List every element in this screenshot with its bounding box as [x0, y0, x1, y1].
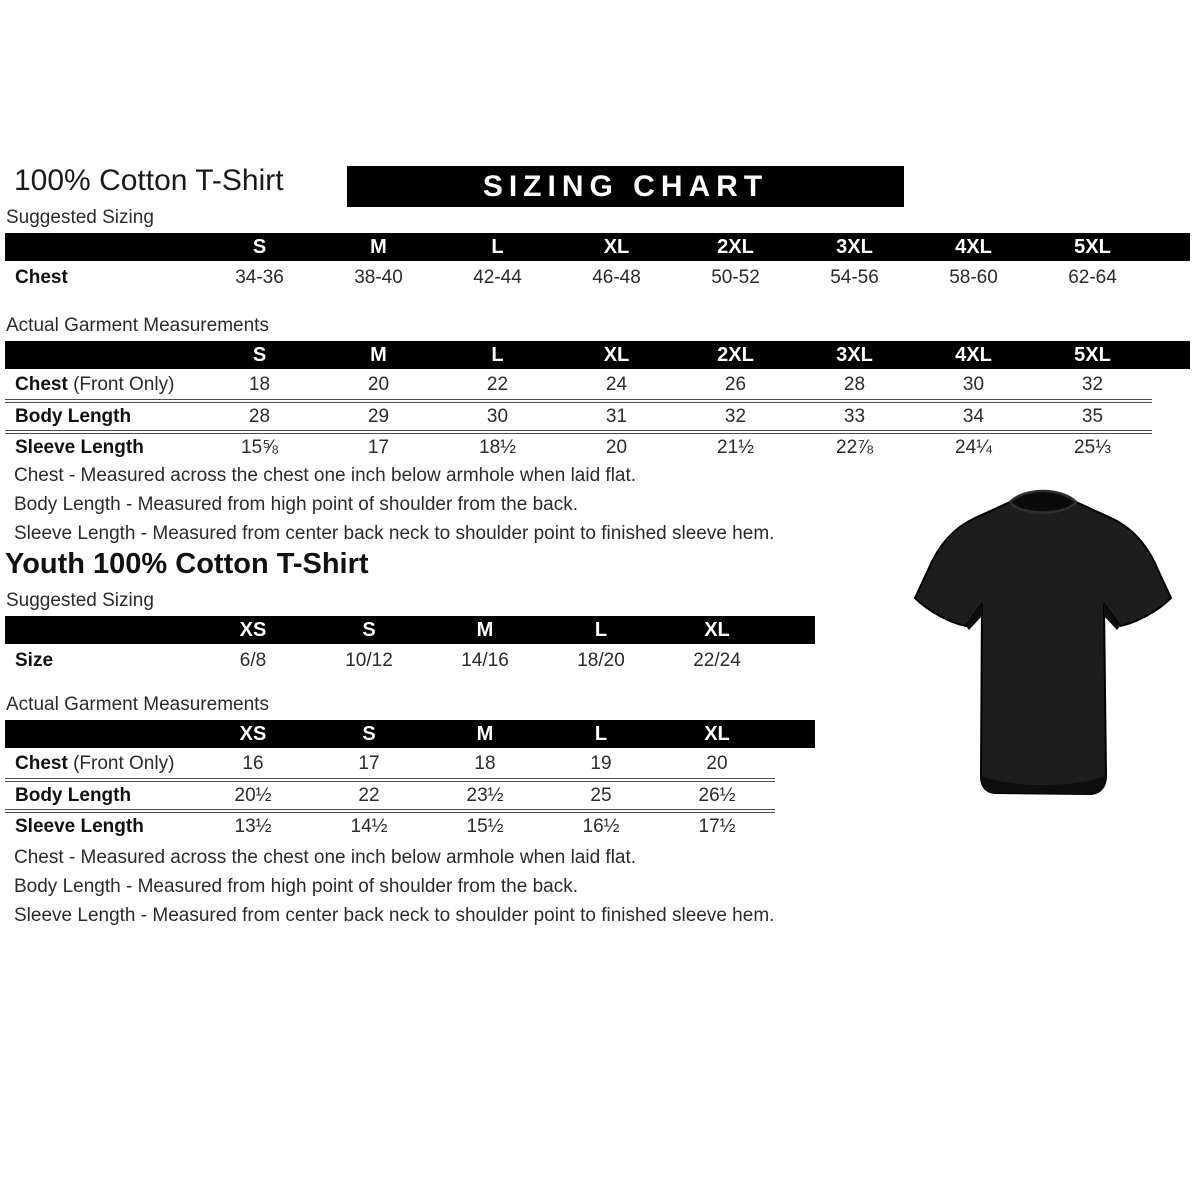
measurement-value: 22: [311, 781, 427, 810]
row-label: Chest (Front Only): [5, 750, 195, 779]
measurement-value: 42-44: [473, 266, 522, 288]
size-column-header: 4XL: [914, 341, 1033, 369]
row-label: Chest (Front Only): [5, 371, 200, 400]
measurement-value: 20: [319, 371, 438, 400]
measurement-note: Chest - Measured across the chest one inch below armhole when laid flat.: [14, 847, 637, 868]
table-row: [5, 646, 815, 675]
size-column-header: L: [438, 341, 557, 369]
measurement-value: 16: [195, 750, 311, 779]
size-column-header: XS: [195, 616, 311, 644]
measurement-value: 24: [557, 371, 676, 400]
table-row: [5, 263, 1190, 292]
size-column-header: XL: [557, 341, 676, 369]
table-row: [5, 750, 815, 779]
page-title: 100% Cotton T-Shirt: [14, 164, 284, 197]
measurement-value: 33: [795, 402, 914, 431]
measurement-value: 18: [200, 371, 319, 400]
measurement-note: Sleeve Length - Measured from center back neck to shoulder point to finished sleeve hem.: [14, 523, 775, 544]
measurement-value: 38-40: [354, 266, 403, 288]
adult-measurement-notes: [14, 461, 774, 548]
size-table-pad: [775, 616, 815, 644]
measurement-value: 16½: [543, 812, 659, 841]
measurement-value: 23½: [427, 781, 543, 810]
measurement-value: 22: [438, 371, 557, 400]
size-table-corner: [5, 720, 195, 748]
measurement-note: Body Length - Measured from high point of shoulder from the back.: [14, 494, 578, 515]
measurement-value: 20: [557, 433, 676, 462]
measurement-note: Chest - Measured across the chest one inch below armhole when laid flat.: [14, 465, 637, 486]
size-column-header: 5XL: [1033, 341, 1152, 369]
measurement-value: 22⅞: [795, 433, 914, 462]
black-tshirt-image: [893, 476, 1193, 808]
measurement-value: 13½: [195, 812, 311, 841]
measurement-value: 50-52: [711, 266, 760, 288]
measurement-value: 6/8: [239, 649, 267, 671]
youth-suggested-sizing-table: [5, 614, 815, 677]
measurement-value: 25⅓: [1033, 433, 1152, 462]
size-column-header: XL: [659, 616, 775, 644]
size-column-header: L: [543, 616, 659, 644]
measurement-value: 25: [543, 781, 659, 810]
measurement-value: 30: [438, 402, 557, 431]
row-pad: [1152, 263, 1190, 292]
measurement-value: 10/12: [345, 649, 393, 671]
row-label: Size: [15, 649, 54, 671]
measurement-value: 62-64: [1068, 266, 1117, 288]
row-label: Chest: [15, 266, 68, 288]
row-label: Sleeve Length: [5, 812, 195, 841]
measurement-value: 28: [795, 371, 914, 400]
row-label: Body Length: [5, 402, 200, 431]
table-row: [5, 781, 815, 810]
size-column-header: XL: [557, 233, 676, 261]
adult-suggested-sizing-label: Suggested Sizing: [6, 207, 154, 228]
row-pad: [1152, 402, 1190, 431]
adult-actual-measurements-table: [5, 339, 1190, 464]
size-column-header: XL: [659, 720, 775, 748]
measurement-value: 30: [914, 371, 1033, 400]
measurement-value: 22/24: [693, 649, 741, 671]
measurement-value: 19: [543, 750, 659, 779]
measurement-value: 29: [319, 402, 438, 431]
size-column-header: 2XL: [676, 341, 795, 369]
size-column-header: M: [319, 233, 438, 261]
youth-page-title: Youth 100% Cotton T-Shirt: [5, 548, 369, 580]
measurement-value: 26½: [659, 781, 775, 810]
size-table-pad: [1152, 233, 1190, 261]
adult-actual-measurements-label: Actual Garment Measurements: [6, 315, 269, 336]
size-column-header: 5XL: [1033, 233, 1152, 261]
measurement-value: 17: [311, 750, 427, 779]
measurement-value: 18½: [438, 433, 557, 462]
row-pad: [775, 646, 815, 675]
youth-suggested-sizing-label: Suggested Sizing: [6, 590, 154, 611]
row-label: Body Length: [5, 781, 195, 810]
measurement-value: 46-48: [592, 266, 641, 288]
size-table-corner: [5, 341, 200, 369]
youth-actual-measurements-label: Actual Garment Measurements: [6, 694, 269, 715]
size-column-header: 3XL: [795, 341, 914, 369]
table-row: [5, 812, 815, 841]
size-table-pad: [1152, 341, 1190, 369]
measurement-value: 15⅝: [200, 433, 319, 462]
size-column-header: 2XL: [676, 233, 795, 261]
measurement-value: 34: [914, 402, 1033, 431]
size-column-header: 4XL: [914, 233, 1033, 261]
size-column-header: M: [319, 341, 438, 369]
size-column-header: M: [427, 720, 543, 748]
measurement-value: 58-60: [949, 266, 998, 288]
measurement-value: 18: [427, 750, 543, 779]
measurement-value: 20: [659, 750, 775, 779]
size-column-header: S: [311, 720, 427, 748]
size-column-header: M: [427, 616, 543, 644]
adult-suggested-sizing-table: [5, 231, 1190, 294]
measurement-value: 31: [557, 402, 676, 431]
youth-measurement-notes: [14, 843, 774, 930]
measurement-value: 18/20: [577, 649, 625, 671]
measurement-value: 20½: [195, 781, 311, 810]
row-pad: [1152, 433, 1190, 462]
measurement-value: 34-36: [235, 266, 284, 288]
measurement-value: 28: [200, 402, 319, 431]
measurement-value: 21½: [676, 433, 795, 462]
table-row: [5, 402, 1190, 431]
measurement-value: 17: [319, 433, 438, 462]
sizing-chart-banner: SIZING CHART: [347, 166, 904, 207]
measurement-note: Body Length - Measured from high point of shoulder from the back.: [14, 876, 578, 897]
measurement-value: 17½: [659, 812, 775, 841]
measurement-value: 32: [1033, 371, 1152, 400]
size-column-header: S: [200, 341, 319, 369]
youth-actual-measurements-table: [5, 718, 815, 843]
table-row: [5, 371, 1190, 400]
measurement-value: 15½: [427, 812, 543, 841]
size-column-header: XS: [195, 720, 311, 748]
measurement-value: 14/16: [461, 649, 509, 671]
size-table-pad: [775, 720, 815, 748]
size-column-header: S: [311, 616, 427, 644]
measurement-value: 24¼: [914, 433, 1033, 462]
size-column-header: L: [438, 233, 557, 261]
row-pad: [775, 750, 815, 779]
measurement-value: 35: [1033, 402, 1152, 431]
measurement-note: Sleeve Length - Measured from center back neck to shoulder point to finished sleeve hem.: [14, 905, 775, 926]
row-label: Sleeve Length: [5, 433, 200, 462]
size-table-corner: [5, 616, 195, 644]
row-pad: [775, 812, 815, 841]
measurement-value: 14½: [311, 812, 427, 841]
measurement-value: 26: [676, 371, 795, 400]
size-column-header: 3XL: [795, 233, 914, 261]
row-pad: [1152, 371, 1190, 400]
measurement-value: 54-56: [830, 266, 879, 288]
size-column-header: S: [200, 233, 319, 261]
size-table-corner: [5, 233, 200, 261]
measurement-value: 32: [676, 402, 795, 431]
row-pad: [775, 781, 815, 810]
table-row: [5, 433, 1190, 462]
size-column-header: L: [543, 720, 659, 748]
